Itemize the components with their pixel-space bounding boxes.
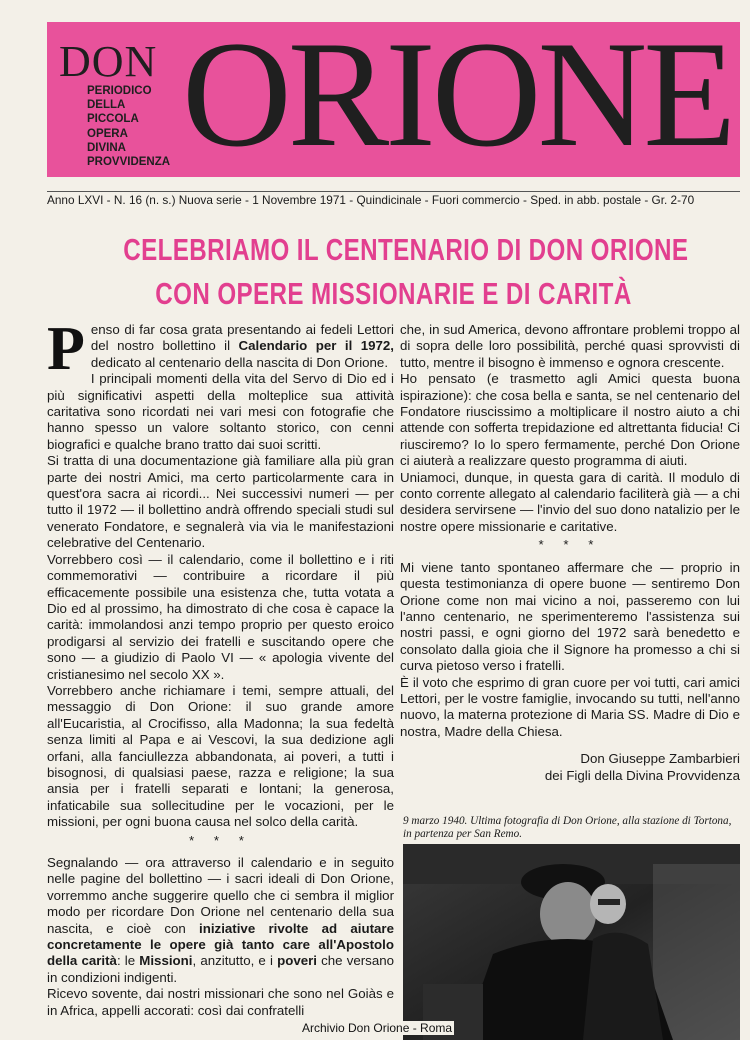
article-paragraph [47, 855, 394, 986]
subtitle-line: PERIODICO [87, 85, 152, 97]
masthead-subtitle [87, 84, 170, 169]
text-run: , anzitutto, e i [192, 953, 278, 969]
bold-text: iniziative rivolte ad aiutare concretamente le opere già tanto care all'Apostolo della carità [47, 920, 394, 969]
headline-line-2: CON OPERE MISSIONARIE E DI CARITÀ [155, 276, 632, 311]
text-run: dedicato al centenario della nascita di Don Orione. [90, 354, 389, 370]
bold-text: Missioni [139, 953, 193, 969]
article-paragraph: che, in sud America, devono affrontare problemi troppo al di sopra delle loro possibilità, perché quasi sprovvisti di tutto, mentre il bisogno è immenso e ognora crescente. [400, 322, 740, 370]
article-paragraph: Mi viene tanto spontaneo affermare che — proprio in questa testimonianza di opere buone — sentiremo Don Orione come non mai vicino a noi, passeremo con lui l'anno centenario, ne sperimenteremo l'assistenza sui nostri passi, e ogni giorno del 1972 sarà benedetto e consolato dalla gioia che il Signore ha promesso a chi si curva pietoso verso i fratelli. [400, 559, 740, 674]
text-run: enso di far cosa grata presentando ai fedeli Lettori del nostro bollettino il [90, 322, 394, 354]
section-divider: * * * [538, 537, 602, 553]
article-column-left [47, 315, 395, 1019]
text-run: che versano in condizioni indigenti. [47, 953, 395, 985]
masthead-don: DON [59, 37, 158, 86]
signature-affiliation: dei Figli della Divina Provvidenza [544, 768, 740, 784]
bold-text: Calendario per il 1972, [238, 338, 394, 354]
subtitle-line: PROVVIDENZA [87, 156, 171, 169]
section-divider: * * * [189, 832, 252, 848]
subtitle-line: DELLA [87, 99, 126, 112]
photo-illustration [403, 844, 740, 1040]
article-paragraph: Ho pensato (e trasmetto agli Amici questa buona ispirazione): che cosa bella e santa, se nel centenario del Fondatore riuscissimo a moltiplicare il nostro aiuto a chi attende con sofferta trepidazione ed altrettanta fiducia! Ci riusciremo? Io lo spero fermamente, perché Don Orione ci aiuterà a realizzare questo programma di aiuti. [400, 371, 740, 469]
article-paragraph: Uniamoci, dunque, in questa gara di carità. Il modulo di conto corrente allegato al calendario faciliterà già — a chi desidera servirsene — l'invio del suo dono natalizio per le nostre opere missionarie e caritative. [400, 469, 740, 534]
headline [123, 228, 689, 316]
article-paragraph [47, 315, 394, 383]
text-run: : le [116, 953, 140, 969]
bold-text: poveri [277, 953, 317, 969]
headline-line-1: CELEBRIAMO IL CENTENARIO DI DON ORIONE [123, 232, 689, 267]
issue-dateline: Anno LXVI - N. 16 (n. s.) Nuova serie - 1 Novembre 1971 - Quindicinale - Fuori commercio - Sped. in abb. postale - Gr. 2-70 [47, 191, 740, 207]
subtitle-line: DIVINA [87, 141, 126, 154]
masthead [47, 10, 740, 178]
article-paragraph: È il voto che esprimo di gran cuore per voi tutti, cari amici Lettori, per le vostre famiglie, invocando su tutti, nell'anno nuovo, la materna protezione di Maria SS. Madre di Dio e nostra, Madre della Chiesa. [400, 674, 740, 739]
historic-photo [403, 844, 740, 1040]
drop-cap: P [47, 315, 85, 383]
article-paragraph: Vorrebbero anche richiamare i temi, sempre attuali, del messaggio di Don Orione: il suo grande amore all'Eucaristia, al Crocifisso, alla Madonna; la sua fedeltà senza limiti al Papa e ai Vescovi, la sua dedizione agli orfani, alla fanciullezza abbandonata, ai poveri, a tutti i bisognosi, di qualsiasi paese, razza e religione; la sua ansia per i fratelli separati e lontani; la generosa, infaticabile sua sollecitudine per le vocazioni, per le missioni, per ogni buona causa nel solco della carità. [47, 682, 394, 830]
signature [400, 750, 740, 784]
article-paragraph: Vorrebbero così — il calendario, come il bollettino e i riti commemorativi — contribuire a ricordare il più efficacemente possibile una esistenza che, tutta votata a Dio ed al prossimo, ha dimostrato di che cosa è capace la carità: immolandosi anzi tempo proprio per questo eroico prodigarsi al servizio dei fratelli e suscitando opere che sono — a giudizio di Paolo VI — « apologia vivente del cristianesimo nel secolo XX ». [47, 551, 394, 682]
photo-caption: 9 marzo 1940. Ultima fotografia di Don Orione, alla stazione di Tortona, in partenza per San Remo. [403, 815, 732, 840]
article-paragraph: I principali momenti della vita del Servo di Dio ed i più significativi aspetti della molteplice sua attività caritativa sono ricordati nei vari mesi con fotografie che hanno spesso un valore soltanto storico, con cenni biografici e qualche brano tratto dai suoi scritti. [47, 371, 394, 452]
archive-footer: Archivio Don Orione - Roma [302, 1021, 453, 1035]
article-paragraph: Ricevo sovente, dai nostri missionari che sono nel Goiàs e in Africa, appelli accorati: così dai confratelli [47, 986, 394, 1018]
masthead-title: ORIONE [182, 10, 733, 178]
article-paragraph: Si tratta di una documentazione già familiare alla più gran parte dei nostri Amici, ma certo particolarmente cara in quest'ora sacra ai ricordi... Nei successivi numeri — per tutto il 1972 — il bollettino andrà offrendo speciali studi sul venerato Fondatore, e segnalerà via via le manifestazioni celebrative del Centenario. [47, 453, 394, 551]
article-column-right [400, 322, 740, 784]
text-run: Segnalando — ora attraverso il calendario e in seguito nelle pagine del bollettino — i sacri ideali di Don Orione, vorremmo anche suggerire quello che ci sembra il miglior modo per ricordare Don Orione nel centenario della sua nascita, e cioè con [47, 855, 394, 936]
signature-name: Don Giuseppe Zambarbieri [580, 751, 740, 767]
subtitle-line: PICCOLA [87, 113, 139, 126]
subtitle-line: OPERA [87, 127, 128, 140]
